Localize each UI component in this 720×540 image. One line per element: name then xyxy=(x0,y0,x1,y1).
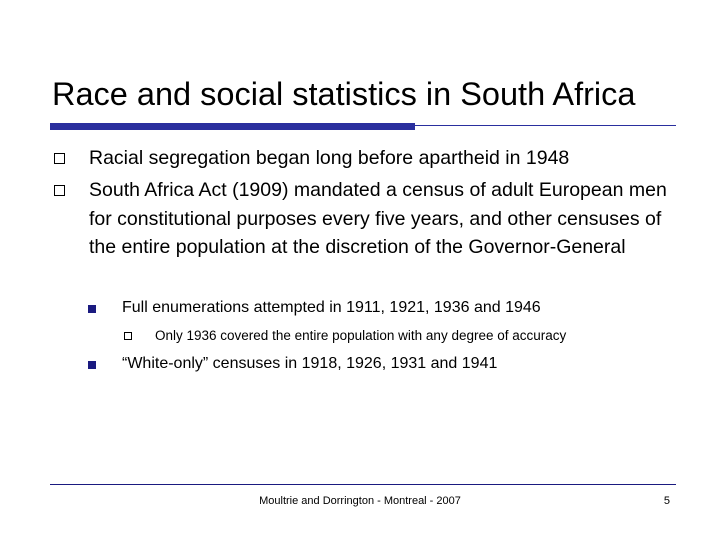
hollow-square-bullet-icon xyxy=(54,153,65,164)
filled-square-bullet-icon xyxy=(88,305,96,313)
filled-square-bullet-icon xyxy=(88,361,96,369)
bullet-item: South Africa Act (1909) mandated a census of adult European men for constitutional purposes every five years, and other censuses of the entire population at the discretion of the Governor-General xyxy=(89,179,667,258)
page-number: 5 xyxy=(663,495,670,507)
sub-sub-bullet-item: Only 1936 covered the entire population with any degree of accuracy xyxy=(155,328,567,343)
slide-title: Race and social statistics in South Africa xyxy=(52,76,636,112)
footer-divider xyxy=(50,484,676,485)
footer-text: Moultrie and Dorrington - Montreal - 2007 xyxy=(259,495,461,507)
hollow-square-bullet-icon xyxy=(124,332,132,340)
hollow-square-bullet-icon xyxy=(54,185,65,196)
bullet-item: Racial segregation began long before apartheid in 1948 xyxy=(89,147,570,169)
sub-bullet-item: Full enumerations attempted in 1911, 1921, 1936 and 1946 xyxy=(122,299,541,316)
sub-bullet-item: “White-only” censuses in 1918, 1926, 1931 and 1941 xyxy=(122,355,498,372)
